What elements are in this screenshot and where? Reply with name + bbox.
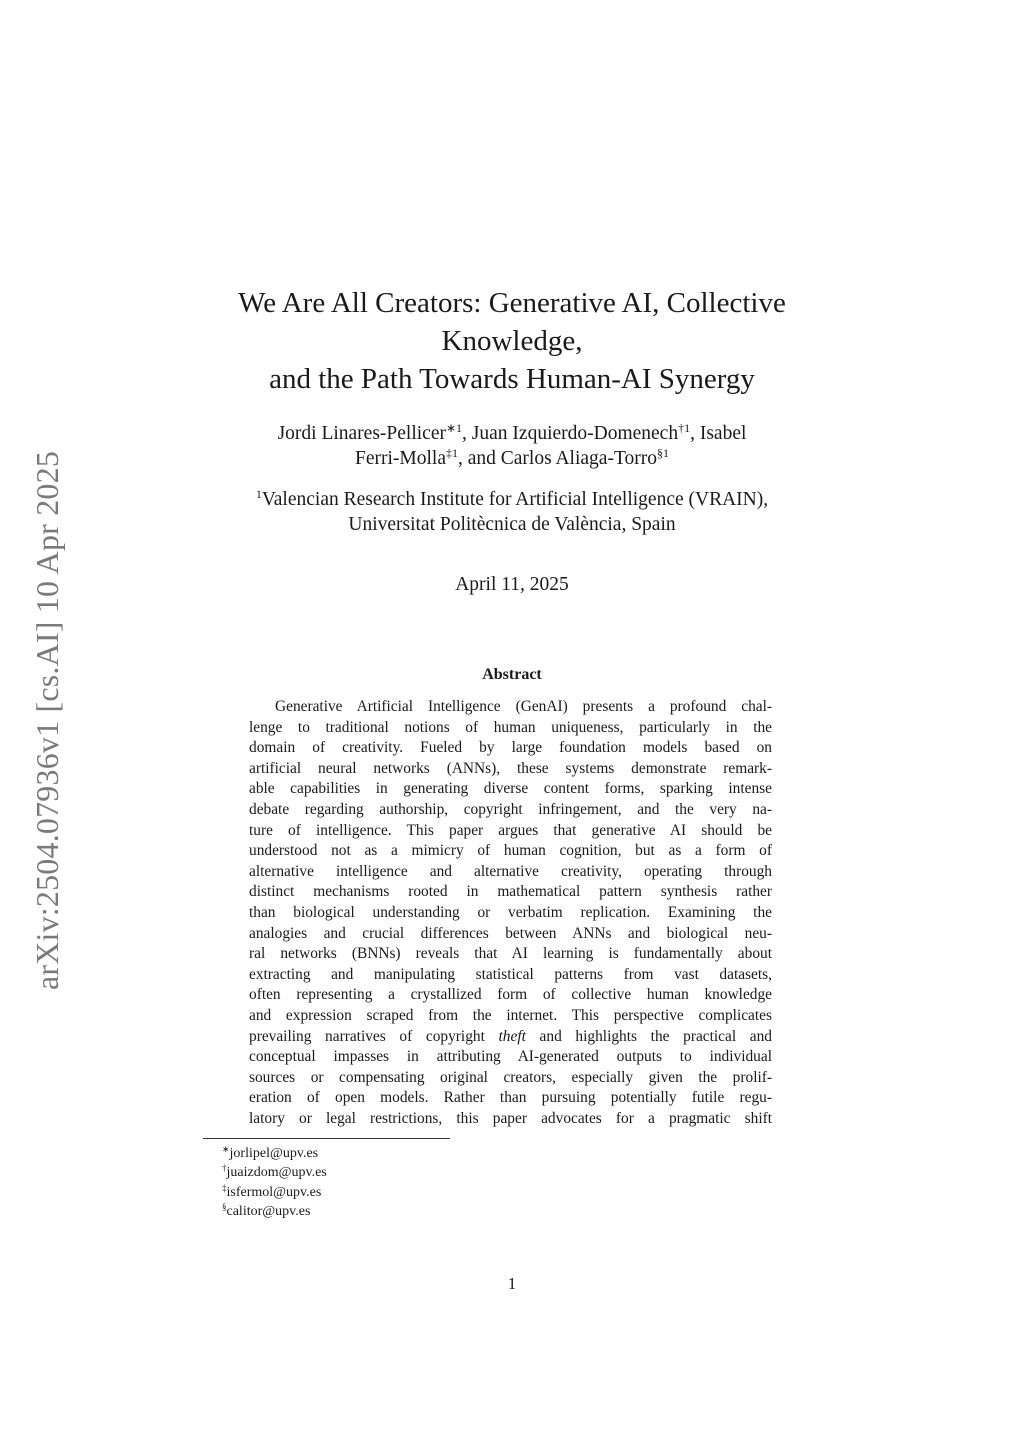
affiliation-line-2: Universitat Politècnica de València, Spain [348,514,676,535]
abstract-line: ture of intelligence. This paper argues that generative AI should be [249,821,772,839]
title-line: We Are All Creators: Generative AI, Collective [238,287,786,319]
abstract-line: debate regarding authorship, copyright infringement, and the very na- [249,800,772,818]
footnote-email: juaizdom@upv.es [226,1165,327,1181]
arxiv-sidebar-stamp [26,420,70,1020]
affiliation-line-1: $^1$Valencian Research Institute for Artificial Intelligence (VRAIN), [255,487,769,510]
page-number: 1 [507,1274,517,1293]
italic-term: theft [498,1027,526,1045]
affiliation [180,487,844,537]
affiliation-mark: 1 [255,487,262,501]
footnote [222,1144,327,1163]
abstract-line: distinct mechanisms rooted in mathematical pattern synthesis rather [249,883,772,901]
paper-date: April 11, 2025 [455,574,569,595]
footnote-mark: § [222,1201,227,1212]
abstract-line: analogies and crucial differences between ANNs and biological neu- [249,924,772,942]
abstract-line: eration of open models. Rather than pursuing potentially futile regu- [249,1089,772,1107]
abstract-line: able capabilities in generating diverse content forms, sparking intense [249,780,772,798]
footnote-mark: † [222,1163,227,1174]
abstract-line-with-italic: prevailing narratives of copyright theft and highlights the practical and [249,1027,772,1045]
abstract-line: ral networks (BNNs) reveals that AI learning is fundamentally about [249,945,772,963]
abstract-body [249,697,772,1129]
footnote-mark: ‡ [222,1182,227,1193]
title-line: and the Path Towards Human-AI Synergy [269,363,755,395]
author-name: Jordi Linares-Pellicer [277,423,446,444]
footnote-email: jorlipel@upv.es [229,1146,319,1161]
abstract-line: often representing a crystallized form of collective human knowledge [249,986,772,1004]
footnotes [222,1144,327,1221]
abstract-line: lenge to traditional notions of human uniqueness, particularly in the [249,718,772,736]
abstract-line: sources or compensating original creators, especially given the prolif- [249,1068,772,1086]
footnote-email: calitor@upv.es [226,1203,311,1219]
author-line-2: Ferri-Molla$^{\ddagger 1}$, and Carlos Aliaga-Torro$^{\S 1}$ [355,446,669,469]
author-name: Juan Izquierdo-Domenech [471,423,679,444]
abstract-line: domain of creativity. Fueled by large foundation models based on [249,739,772,757]
arxiv-id: arXiv:2504.07936v1 [cs.AI] 10 Apr 2025 [29,450,66,990]
abstract-line: than biological understanding or verbatim replication. Examining the [249,903,772,921]
author-list [180,421,844,471]
footnote-mark: ∗ [222,1144,230,1154]
author-name: Carlos Aliaga-Torro [500,448,657,469]
abstract-heading: Abstract [482,666,542,683]
author-mark: §1 [657,446,669,460]
abstract-line: and expression scraped from the internet. This perspective complicates [249,1006,772,1024]
author-line-1: Jordi Linares-Pellicer$^{∗1}$, Juan Izquierdo-Domenech$^{\dagger 1}$, Isabel [277,421,747,444]
paper-title [180,284,844,398]
abstract-line: understood not as a mimicry of human cognition, but as a form of [249,842,772,860]
abstract-line: latory or legal restrictions, this paper advocates for a pragmatic shift [249,1109,772,1127]
footnote-rule [203,1138,450,1139]
abstract-line: Generative Artificial Intelligence (GenAI) presents a profound chal- [275,698,772,715]
title-line: Knowledge, [441,325,583,357]
author-name: Isabel [699,423,747,444]
footnote-email: isfermol@upv.es [226,1184,322,1200]
author-mark: ‡1 [445,446,458,460]
author-mark: ∗1 [445,421,463,435]
abstract-line: artificial neural networks (ANNs), these systems demonstrate remark- [249,759,772,777]
footnote [222,1202,327,1221]
abstract-line: conceptual impasses in attributing AI-generated outputs to individual [249,1048,772,1066]
abstract-line: extracting and manipulating statistical patterns from vast datasets, [249,965,772,983]
abstract-line: alternative intelligence and alternative creativity, operating through [249,862,772,880]
footnote [222,1163,327,1182]
author-conjunction: and [467,448,496,469]
footnote [222,1183,327,1202]
author-mark: †1 [678,421,691,435]
author-name: Ferri-Molla [355,448,446,469]
